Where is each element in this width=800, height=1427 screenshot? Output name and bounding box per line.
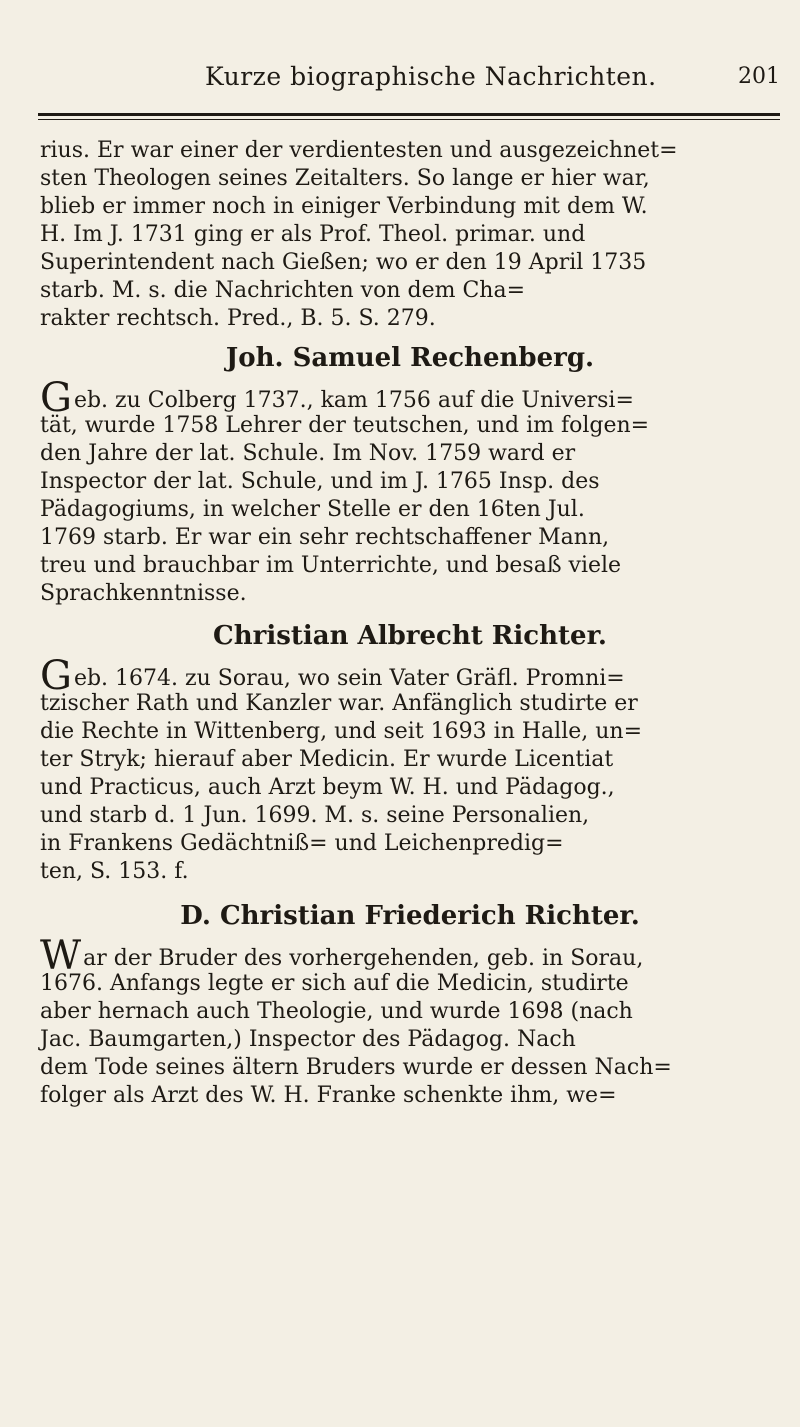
text-line: tät, wurde 1758 Lehrer der teutschen, und im folgen=	[40, 413, 650, 438]
text-line: die Rechte in Wittenberg, und seit 1693 in Halle, un=	[40, 719, 643, 744]
text-line: folger als Arzt des W. H. Franke schenkte ihm, we=	[40, 1083, 617, 1108]
text-line: Pädagogiums, in welcher Stelle er den 16ten Jul.	[40, 497, 585, 522]
text-line: Superintendent nach Gießen; wo er den 19 April 1735	[40, 250, 647, 275]
text-line: Jac. Baumgarten,) Inspector des Pädagog. Nach	[40, 1027, 576, 1052]
text-line: sten Theologen seines Zeitalters. So lange er hier war,	[40, 166, 650, 191]
text-line: und Practicus, auch Arzt beym W. H. und Pädagog.,	[40, 775, 615, 800]
drop-cap: G	[40, 653, 72, 699]
text-line: in Frankens Gedächtniß= und Leichenpredig=	[40, 831, 564, 856]
text-line: rakter rechtsch. Pred., B. 5. S. 279.	[40, 306, 436, 331]
text-line: aber hernach auch Theologie, und wurde 1698 (nach	[40, 999, 633, 1024]
entry-heading: Christian Albrecht Richter.	[213, 621, 607, 651]
running-title: Kurze biographische Nachrichten.	[205, 62, 657, 91]
text-line: dem Tode seines ältern Bruders wurde er dessen Nach=	[40, 1055, 672, 1080]
text-line	[40, 653, 780, 699]
text-line: tzischer Rath und Kanzler war. Anfänglich studirte er	[40, 691, 638, 716]
text-line: 1676. Anfangs legte er sich auf die Medicin, studirte	[40, 971, 629, 996]
entry-heading: D. Christian Friederich Richter.	[180, 901, 640, 931]
text-line: ten, S. 153. f.	[40, 859, 189, 884]
text-line: starb. M. s. die Nachrichten von dem Cha=	[40, 278, 526, 303]
text-line-content: ar der Bruder des vorhergehenden, geb. in Sorau,	[83, 946, 644, 971]
text-line: Sprachkenntnisse.	[40, 581, 247, 606]
drop-cap: G	[40, 375, 72, 421]
drop-cap: W	[40, 933, 82, 979]
running-header	[40, 58, 780, 102]
text-line: den Jahre der lat. Schule. Im Nov. 1759 ward er	[40, 441, 576, 466]
text-line: 1769 starb. Er war ein sehr rechtschaffener Mann,	[40, 525, 610, 550]
text-line	[40, 375, 780, 421]
page-number: 201	[738, 64, 780, 89]
header-rule-thin	[38, 119, 780, 120]
text-line	[40, 933, 780, 979]
text-line: blieb er immer noch in einiger Verbindung mit dem W.	[40, 194, 648, 219]
text-line: und starb d. 1 Jun. 1699. M. s. seine Personalien,	[40, 803, 590, 828]
text-line: ter Stryk; hierauf aber Medicin. Er wurde Licentiat	[40, 747, 614, 772]
text-line-content: eb. zu Colberg 1737., kam 1756 auf die Universi=	[73, 388, 634, 413]
header-rule-thick	[38, 113, 780, 116]
text-line: treu und brauchbar im Unterrichte, und besaß viele	[40, 553, 622, 578]
text-line: Inspector der lat. Schule, und im J. 1765 Insp. des	[40, 469, 600, 494]
entry-heading: Joh. Samuel Rechenberg.	[225, 343, 595, 373]
text-line: H. Im J. 1731 ging er als Prof. Theol. primar. und	[40, 222, 586, 247]
text-line-content: eb. 1674. zu Sorau, wo sein Vater Gräfl. Promni=	[73, 666, 625, 691]
text-line: rius. Er war einer der verdientesten und ausgezeichnet=	[40, 138, 678, 163]
